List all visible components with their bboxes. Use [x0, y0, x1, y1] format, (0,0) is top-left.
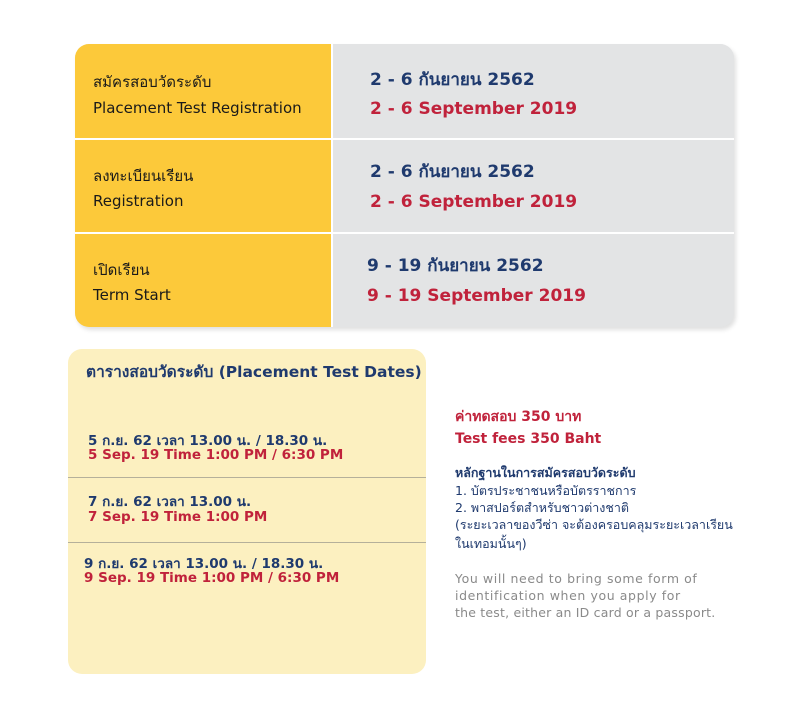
id-note-line: You will need to bring some form of [455, 571, 698, 586]
placement-test-dates-box [68, 349, 426, 674]
test-date-thai: 5 ก.ย. 62 เวลา 13.00 น. / 18.30 น. [88, 433, 328, 449]
date-separator [68, 477, 426, 478]
schedule-row-placement-registration [75, 44, 734, 138]
requirements-title: หลักฐานในการสมัครสอบวัดระดับ [455, 465, 636, 480]
label-thai: ลงทะเบียนเรียน [93, 167, 194, 185]
test-fee-english: Test fees 350 Baht [455, 431, 602, 447]
schedule-date-cell [333, 140, 734, 232]
requirement-item: 1. บัตรประชาชนหรือบัตรราชการ [455, 483, 637, 498]
id-note-line: identification when you apply for [455, 588, 681, 603]
schedule-label-cell [75, 44, 331, 138]
id-note-line: the test, either an ID card or a passport. [455, 605, 716, 620]
date-thai: 2 - 6 กันยายน 2562 [370, 70, 535, 90]
date-separator [68, 542, 426, 543]
schedule-label-cell [75, 234, 331, 327]
label-thai: สมัครสอบวัดระดับ [93, 73, 212, 91]
date-english: 2 - 6 September 2019 [370, 192, 578, 212]
label-english: Term Start [93, 286, 171, 304]
schedule-table [75, 44, 734, 327]
schedule-date-cell [333, 44, 734, 138]
label-english: Registration [93, 192, 184, 210]
requirement-item: 2. พาสปอร์ตสำหรับชาวต่างชาติ [455, 500, 629, 515]
test-date-english: 9 Sep. 19 Time 1:00 PM / 6:30 PM [84, 570, 340, 586]
test-date-english: 5 Sep. 19 Time 1:00 PM / 6:30 PM [88, 447, 344, 463]
test-date-english: 7 Sep. 19 Time 1:00 PM [88, 509, 268, 525]
schedule-row-term-start [75, 234, 734, 327]
test-date-thai: 9 ก.ย. 62 เวลา 13.00 น. / 18.30 น. [84, 556, 324, 572]
label-english: Placement Test Registration [93, 99, 302, 117]
date-english: 2 - 6 September 2019 [370, 99, 578, 119]
label-thai: เปิดเรียน [93, 261, 150, 279]
schedule-label-cell [75, 140, 331, 232]
requirement-item: ในเทอมนั้นๆ) [455, 536, 527, 551]
requirement-item: (ระยะเวลาของวีซ่า จะต้องครอบคลุมระยะเวลาเรียน [455, 517, 733, 532]
schedule-date-cell [333, 234, 734, 327]
schedule-row-registration [75, 140, 734, 232]
test-fee-thai: ค่าทดสอบ 350 บาท [455, 409, 582, 425]
date-english: 9 - 19 September 2019 [367, 286, 586, 306]
date-thai: 9 - 19 กันยายน 2562 [367, 256, 544, 276]
test-date-thai: 7 ก.ย. 62 เวลา 13.00 น. [88, 494, 252, 510]
placement-title: ตารางสอบวัดระดับ (Placement Test Dates) [86, 363, 422, 381]
column-divider [331, 44, 333, 327]
date-thai: 2 - 6 กันยายน 2562 [370, 162, 535, 182]
